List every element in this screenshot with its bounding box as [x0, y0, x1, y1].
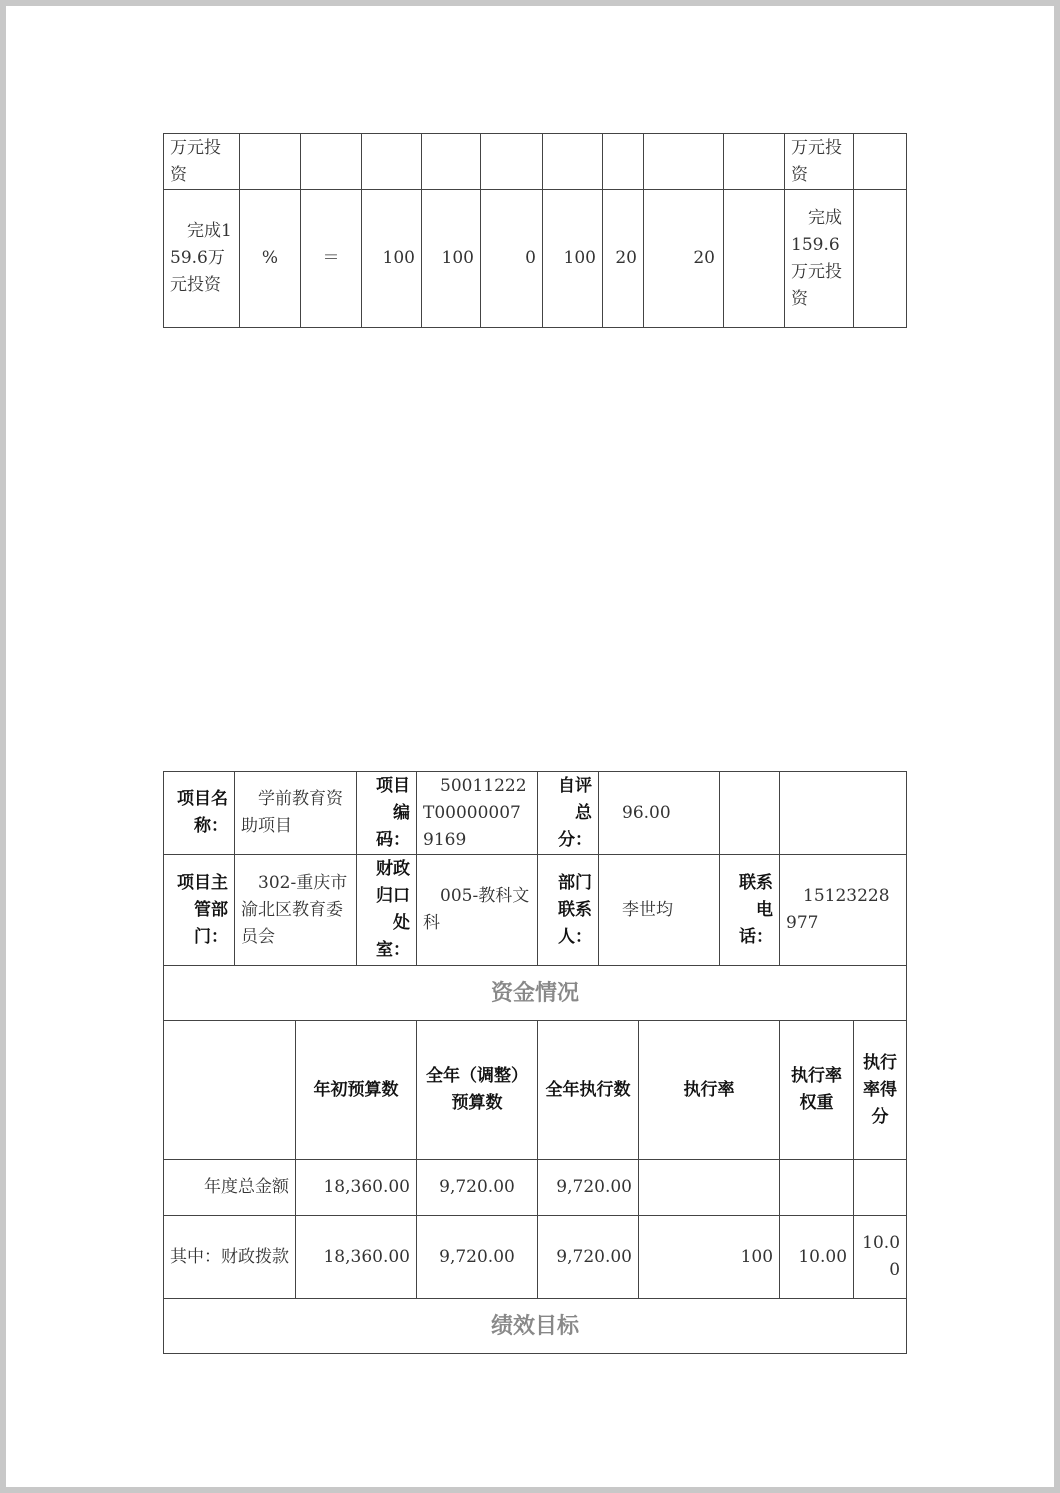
table-cell: 100	[422, 190, 481, 328]
table-cell	[644, 134, 724, 190]
table-cell	[780, 772, 907, 855]
unit-cell: %	[240, 190, 301, 328]
finance-office-label: 财政归口处室：	[357, 855, 417, 966]
table-row	[164, 966, 907, 1021]
indicator-value-cell: 万元投资	[164, 134, 240, 190]
table-cell	[543, 134, 603, 190]
table-row	[164, 134, 907, 190]
rate-score-value: 10.00	[854, 1216, 907, 1299]
performance-section-header: 绩效目标	[164, 1299, 907, 1354]
table-row	[164, 1299, 907, 1354]
dept: 302-重庆市渝北区教育委员会	[235, 855, 357, 966]
table-row	[164, 1160, 907, 1216]
table-cell	[481, 134, 543, 190]
table-cell: 0	[481, 190, 543, 328]
table-cell	[362, 134, 422, 190]
contact-name: 李世均	[599, 855, 720, 966]
table-cell: 100	[543, 190, 603, 328]
funds-section-header: 资金情况	[164, 966, 907, 1021]
finance-office: 005-教科文科	[417, 855, 538, 966]
project-code: 50011222T000000079169	[417, 772, 538, 855]
table-cell: 20	[603, 190, 644, 328]
col-adjusted-budget: 全年（调整）预算数	[417, 1021, 538, 1160]
exec-rate-value: 100	[639, 1216, 780, 1299]
table-cell	[301, 134, 362, 190]
adjusted-budget-value: 9,720.00	[417, 1216, 538, 1299]
rate-weight-value: 10.00	[780, 1216, 854, 1299]
initial-budget-value: 18,360.00	[296, 1216, 417, 1299]
exec-rate-value	[639, 1160, 780, 1216]
dept-label: 项目主管部门：	[164, 855, 235, 966]
phone-label: 联系电话：	[720, 855, 780, 966]
table-cell	[724, 190, 785, 328]
project-name: 学前教育资助项目	[235, 772, 357, 855]
col-exec-rate: 执行率	[639, 1021, 780, 1160]
table-row	[164, 190, 907, 328]
table-cell	[603, 134, 644, 190]
col-rate-score: 执行率得分	[854, 1021, 907, 1160]
row-label: 年度总金额	[164, 1160, 296, 1216]
table-cell	[422, 134, 481, 190]
project-name-label: 项目名称：	[164, 772, 235, 855]
table-cell: 20	[644, 190, 724, 328]
table-cell: 100	[362, 190, 422, 328]
table-row	[164, 1021, 907, 1160]
document-page	[6, 6, 1054, 1487]
table-cell	[164, 1021, 296, 1160]
table-row	[164, 855, 907, 966]
actual-value-cell: 完成159.6万元投资	[785, 190, 854, 328]
table-cell	[854, 190, 907, 328]
contact-label: 部门联系人：	[538, 855, 599, 966]
self-score-label: 自评总分：	[538, 772, 599, 855]
table-cell	[240, 134, 301, 190]
rate-score-value	[854, 1160, 907, 1216]
table-cell	[854, 134, 907, 190]
operator-cell: ＝	[301, 190, 362, 328]
actual-value-cell: 万元投资	[785, 134, 854, 190]
executed-value: 9,720.00	[538, 1160, 639, 1216]
adjusted-budget-value: 9,720.00	[417, 1160, 538, 1216]
indicator-value-cell: 完成159.6万元投资	[164, 190, 240, 328]
table-row	[164, 772, 907, 855]
col-executed: 全年执行数	[538, 1021, 639, 1160]
initial-budget-value: 18,360.00	[296, 1160, 417, 1216]
table-row	[164, 1216, 907, 1299]
table-cell	[724, 134, 785, 190]
indicator-table-continued	[163, 133, 907, 328]
rate-weight-value	[780, 1160, 854, 1216]
project-info-table	[163, 771, 907, 1354]
self-score: 96.00	[599, 772, 720, 855]
project-code-label: 项目编码：	[357, 772, 417, 855]
col-rate-weight: 执行率权重	[780, 1021, 854, 1160]
phone-number: 15123228977	[780, 855, 907, 966]
table-cell	[720, 772, 780, 855]
col-initial-budget: 年初预算数	[296, 1021, 417, 1160]
row-label: 其中：财政拨款	[164, 1216, 296, 1299]
executed-value: 9,720.00	[538, 1216, 639, 1299]
